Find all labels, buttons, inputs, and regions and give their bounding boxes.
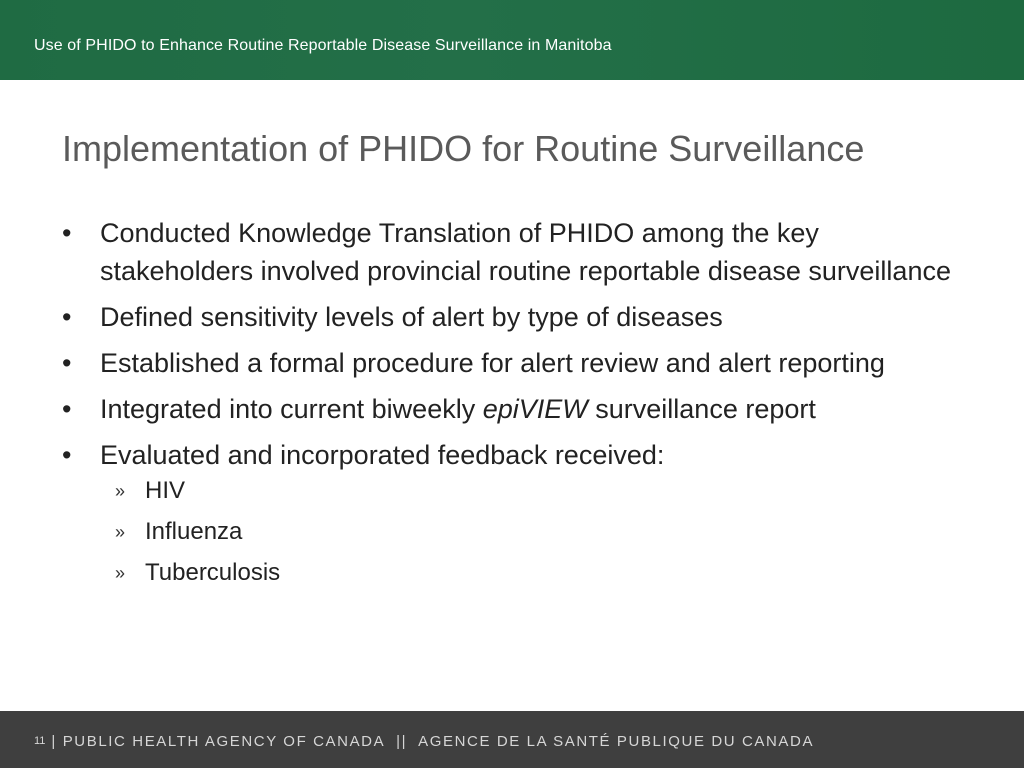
- sub-bullet-item: [100, 475, 962, 507]
- sub-bullet-container: [100, 475, 962, 589]
- bullet-list: [62, 214, 962, 597]
- page-number: 11: [34, 735, 46, 747]
- bullet-item: [62, 298, 962, 336]
- bullet-marker: •: [62, 218, 72, 248]
- header-bar: [0, 0, 1024, 80]
- bullet-text: Defined sensitivity levels of alert by type of diseases: [100, 302, 723, 332]
- footer-separator-double: ||: [396, 733, 408, 750]
- bullet-item: [62, 214, 962, 290]
- sub-bullet-text: HIV: [145, 477, 186, 504]
- footer-text: [34, 733, 814, 750]
- bullet-marker: •: [62, 348, 72, 378]
- bullet-text: Evaluated and incorporated feedback received:: [100, 440, 665, 470]
- sub-bullet-list: [100, 475, 962, 589]
- sub-bullet-item: [100, 516, 962, 548]
- bullet-item: [62, 436, 962, 474]
- bullet-marker: •: [62, 440, 72, 470]
- bullet-text-italic: epiVIEW: [482, 394, 588, 424]
- sub-bullet-marker: »: [115, 522, 126, 542]
- footer-separator: |: [51, 733, 57, 750]
- bullet-text: Established a formal procedure for alert review and alert reporting: [100, 348, 885, 378]
- bullet-item: [62, 344, 962, 382]
- sub-bullet-item: [100, 557, 962, 589]
- sub-bullet-text: Tuberculosis: [145, 559, 281, 586]
- bullet-item: [62, 390, 962, 428]
- bullet-text-after: surveillance report: [587, 394, 816, 424]
- slide-title: Implementation of PHIDO for Routine Surveillance: [62, 128, 865, 169]
- footer-agency-en: PUBLIC HEALTH AGENCY OF CANADA: [62, 733, 385, 750]
- bullet-marker: •: [62, 394, 72, 424]
- sub-bullet-marker: »: [115, 563, 126, 583]
- sub-bullet-text: Influenza: [145, 518, 243, 545]
- footer-bar: [0, 711, 1024, 768]
- bullet-text: Conducted Knowledge Translation of PHIDO among the key stakeholders involved provincial routine reportable disease surveillance: [100, 218, 951, 286]
- bullet-text-before: Integrated into current biweekly: [100, 394, 483, 424]
- sub-bullet-marker: »: [115, 481, 126, 501]
- bullet-marker: •: [62, 302, 72, 332]
- footer-agency-fr: AGENCE DE LA SANTÉ PUBLIQUE DU CANADA: [418, 733, 815, 750]
- presentation-title: Use of PHIDO to Enhance Routine Reportable Disease Surveillance in Manitoba: [34, 37, 612, 54]
